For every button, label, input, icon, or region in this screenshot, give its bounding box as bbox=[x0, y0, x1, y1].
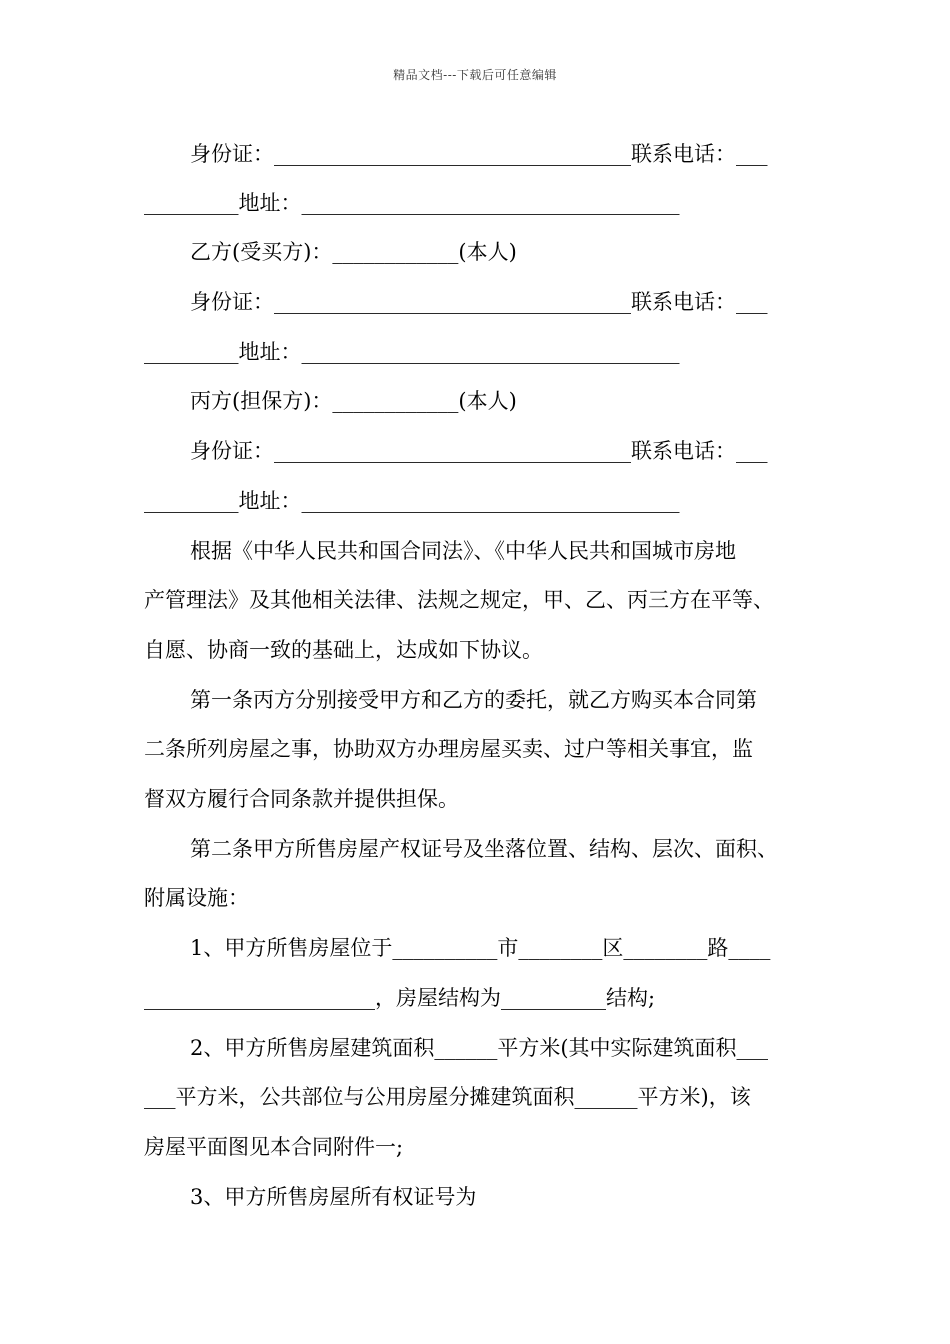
page-header: 精品文档---下载后可任意编辑 bbox=[393, 68, 557, 82]
article-1-line-1: 第一条丙方分别接受甲方和乙方的委托，就乙方购买本合同第 bbox=[190, 688, 757, 712]
clause-1-line-2: ______________________，房屋结构为__________结构; bbox=[144, 986, 656, 1010]
party-a-id-line: 身份证：__________________________________联系电话：___ bbox=[190, 142, 768, 166]
preamble-line-3: 自愿、协商一致的基础上，达成如下协议。 bbox=[144, 638, 543, 662]
article-1-line-3: 督双方履行合同条款并提供担保。 bbox=[144, 787, 459, 811]
party-c-id-line: 身份证：__________________________________联系电话：___ bbox=[190, 439, 768, 463]
clause-2-line-2: ___平方米，公共部位与公用房屋分摊建筑面积______平方米)，该 bbox=[144, 1085, 751, 1109]
clause-1-line-1: 1、甲方所售房屋位于__________市________区________路____ bbox=[190, 936, 771, 960]
party-b-address-line: _________地址：____________________________________ bbox=[144, 340, 680, 364]
party-b-id-line: 身份证：__________________________________联系电话：___ bbox=[190, 290, 768, 314]
party-c-title: 丙方(担保方)：____________(本人) bbox=[190, 389, 517, 413]
party-a-address-line: _________地址：____________________________________ bbox=[144, 191, 680, 215]
article-2-line-2: 附属设施： bbox=[144, 886, 249, 910]
preamble-line-1: 根据《中华人民共和国合同法》、《中华人民共和国城市房地 bbox=[190, 539, 736, 563]
clause-2-line-1: 2、甲方所售房屋建筑面积______平方米(其中实际建筑面积___ bbox=[190, 1036, 769, 1060]
party-b-title: 乙方(受买方)：____________(本人) bbox=[190, 240, 517, 264]
clause-2-line-3: 房屋平面图见本合同附件一; bbox=[144, 1135, 404, 1159]
article-1-line-2: 二条所列房屋之事，协助双方办理房屋买卖、过户等相关事宜，监 bbox=[144, 737, 753, 761]
article-2-line-1: 第二条甲方所售房屋产权证号及坐落位置、结构、层次、面积、 bbox=[190, 837, 778, 861]
party-c-address-line: _________地址：____________________________________ bbox=[144, 489, 680, 513]
clause-3-line-1: 3、甲方所售房屋所有权证号为 bbox=[190, 1185, 477, 1209]
preamble-line-2: 产管理法》及其他相关法律、法规之规定，甲、乙、丙三方在平等、 bbox=[144, 588, 774, 612]
